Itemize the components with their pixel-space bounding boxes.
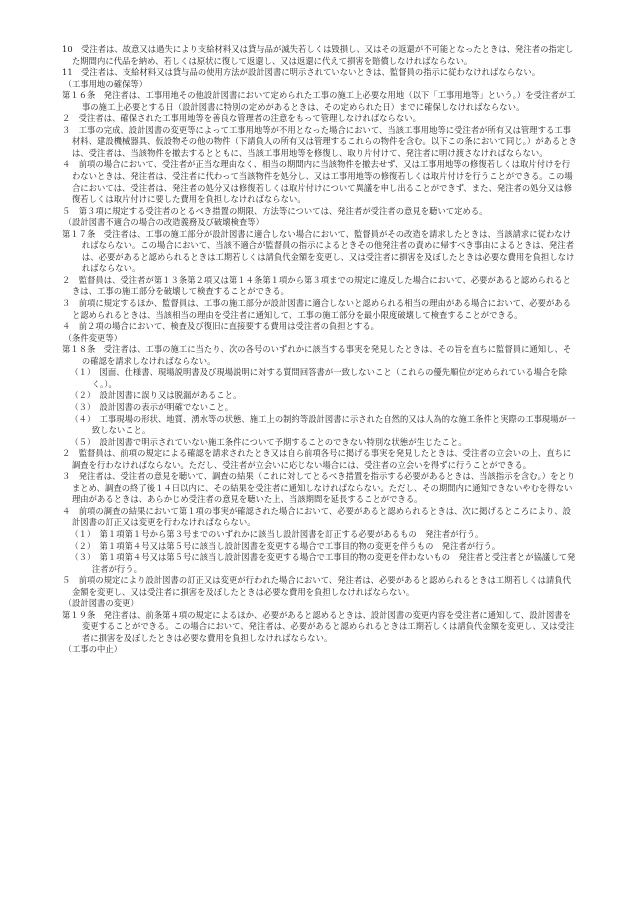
document-page (62, 44, 578, 656)
article-18-para-5: ５ 前項の規定により設計図書の訂正又は変更が行われた場合において、発注者は、必要があると認められるときは工期若しくは請負代金額を変更し、又は受注者に損害を及ぼしたときは必要な費用を負担しなければならない。 (62, 575, 571, 597)
article-heading-18: （条件変更等） (63, 332, 123, 343)
article-18: 第１８条 受注者は、工事の施工に当たり、次の各号のいずれかに該当する事実を発見したときは、その旨を直ちに監督員に通知し、その確認を請求しなければならない。 (62, 344, 572, 366)
article-18-para-4-item-2: （２） 第１項第４号又は第５号に該当し設計図書を変更する場合で工事目的物の変更を伴うもの 発注者が行う。 (70, 540, 501, 551)
article-18-para-4-item-1: （１） 第１項第１号から第３号までのいずれかに該当し設計図書を訂正する必要があるもの 発注者が行う。 (70, 528, 484, 539)
article-16-para-5: ５ 第３項に規定する受注者のとるべき措置の期限、方法等については、発注者が受注者の意見を聴いて定める。 (62, 205, 488, 216)
article-18-para-4: ４ 前項の調査の結果において第１項の事実が確認された場合において、必要があると認められるときは、次に掲げるところにより、設計図書の訂正又は変更を行わなければならない。 (62, 505, 571, 528)
article-18-para-2: ２ 監督員は、前項の規定による確認を請求されたとき又は自ら前項各号に掲げる事実を発見したときは、受注者の立会いの上、直ちに調査を行わなければならない。ただし、受注者が立会いに応じない場合には、受注者の立会いを得ずに行うことができる。 (62, 448, 572, 470)
article-18-item-1: （１） 図面、仕様書、現場説明書及び現場説明に対する質問回答書が一致しないこと（これらの優先順位が定められている場合を除く。）。 (70, 367, 567, 389)
article-18-para-3: ３ 発注者は、受注者の意見を聴いて、調査の結果（これに対してとるべき措置を指示する必要があるときは、当該指示を含む。）をとりまとめ、調査の終了後１４日以内に、その結果を受注者に通知しなければならない。ただし、その期間内に通知できないやむを得ない理由があるときは、あらかじめ受注者の意見を聴いた上、当該期間を延長することができる。 (62, 471, 576, 505)
article-17: 第１７条 受注者は、工事の施工部分が設計図書に適合しない場合において、監督員がその改造を請求したときは、当該請求に従わなければならない。この場合において、当該不適合が監督員の指示によるときその他発注者の責めに帰すべき事由によるときは、発注者は、必要があると認められるときは工期若しくは請負代金額を変更し、又は受注者に損害を及ぼしたときは必要な費用を負担しなければならない。 (62, 228, 575, 274)
article-heading-16: （工事用地の確保等） (63, 78, 148, 89)
article-heading-19: （設計図書の変更） (63, 598, 139, 609)
article-16-para-3: ３ 工事の完成、設計図書の変更等によって工事用地等が不用となった場合において、当該工事用地等に受注者が所有又は管理する工事材料、建設機械器具、仮設物その他の物件（下請負人の所有又は管理するこれらの物件を含む。以下この条において同じ。）があるときは、受注者は、当該物件を撤去するとともに、当該工事用地等を修復し、取り片付けて、発注者に明け渡さなければならない。 (62, 124, 577, 158)
clause-15-para-11: 11 受注者は、支給材料又は貸与品の使用方法が設計図書に明示されていないときは、監督員の指示に従わなければならない。 (62, 67, 541, 78)
article-18-item-4: （４） 工事現場の形状、地質、湧水等の状態、施工上の制約等設計図書に示された自然的又は人為的な施工条件と実際の工事現場が一致しないこと。 (70, 413, 576, 436)
article-17-para-2: ２ 監督員は、受注者が第１３条第２項又は第１４条第１項から第３項までの規定に違反した場合において、必要があると認められるときは、工事の施工部分を破壊して検査することができる。 (62, 274, 571, 297)
article-18-item-2: （２） 設計図書に誤り又は脱漏があること。 (70, 390, 242, 401)
article-16: 第１６条 発注者は、工事用地その他設計図書において定められた工事の施工上必要な用地（以下「工事用地等」という。）を受注者が工事の施工上必要とする日（設計図書に特別の定めがあるときは、その定められた日）までに確保しなければならない。 (62, 90, 576, 112)
article-19: 第１９条 発注者は、前条第４項の規定によるほか、必要があると認めるときは、設計図書の変更内容を受注者に通知して、設計図書を変更することができる。この場合において、発注者は、必要があると認められるときは工期若しくは請負代金額を変更し、又は受注者に損害を及ぼしたときは必要な費用を負担しなければならない。 (62, 609, 575, 643)
article-16-para-2: ２ 受注者は、確保された工事用地等を善良な管理者の注意をもって管理しなければならない。 (62, 113, 421, 124)
article-18-para-4-item-3: （３） 第１項第４号又は第５号に該当し設計図書を変更する場合で工事目的物の変更を伴わないもの 発注者と受注者とが協議して発注者が行う。 (70, 552, 576, 574)
article-17-para-3: ３ 前項に規定するほか、監督員は、工事の施工部分が設計図書に適合しないと認められる相当の理由がある場合において、必要があると認められるときは、当該相当の理由を受注者に通知して、工事の施工部分を最小限度破壊して検査することができる。 (62, 298, 571, 320)
article-heading-20: （工事の中止） (63, 644, 123, 655)
article-17-para-4: ４ 前２項の場合において、検査及び復旧に直接要する費用は受注者の負担とする。 (62, 321, 380, 332)
article-heading-17: （設計図書不適合の場合の改造義務及び破壊検査等） (63, 217, 264, 228)
article-18-item-3: （３） 設計図書の表示が明確でないこと。 (70, 401, 234, 412)
article-18-item-5: （５） 設計図書で明示されていない施工条件について予期することのできない特別な状態が生じたこと。 (70, 436, 467, 447)
clause-15-para-10: 10 受注者は、故意又は過失により支給材料又は貸与品が滅失若しくは毀損し、又はその返還が不可能となったときは、発注者の指定した期間内に代品を納め、若しくは原状に復して返還し、又は返還に代えて損害を賠償しなければならない。 (62, 44, 574, 66)
article-16-para-4: ４ 前項の場合において、受注者が正当な理由なく、相当の期間内に当該物件を撤去せず、又は工事用地等の修復若しくは取片付けを行わないときは、発注者は、受注者に代わって当該物件を処分し、又は工事用地等の修復若しくは取片付けを行うことができる。この場合においては、受注者は、発注者の処分又は修復若しくは取片付けについて異議を申し出ることができず、また、発注者の処分又は修復若しくは取片付けに要した費用を負担しなければならない。 (62, 159, 573, 205)
